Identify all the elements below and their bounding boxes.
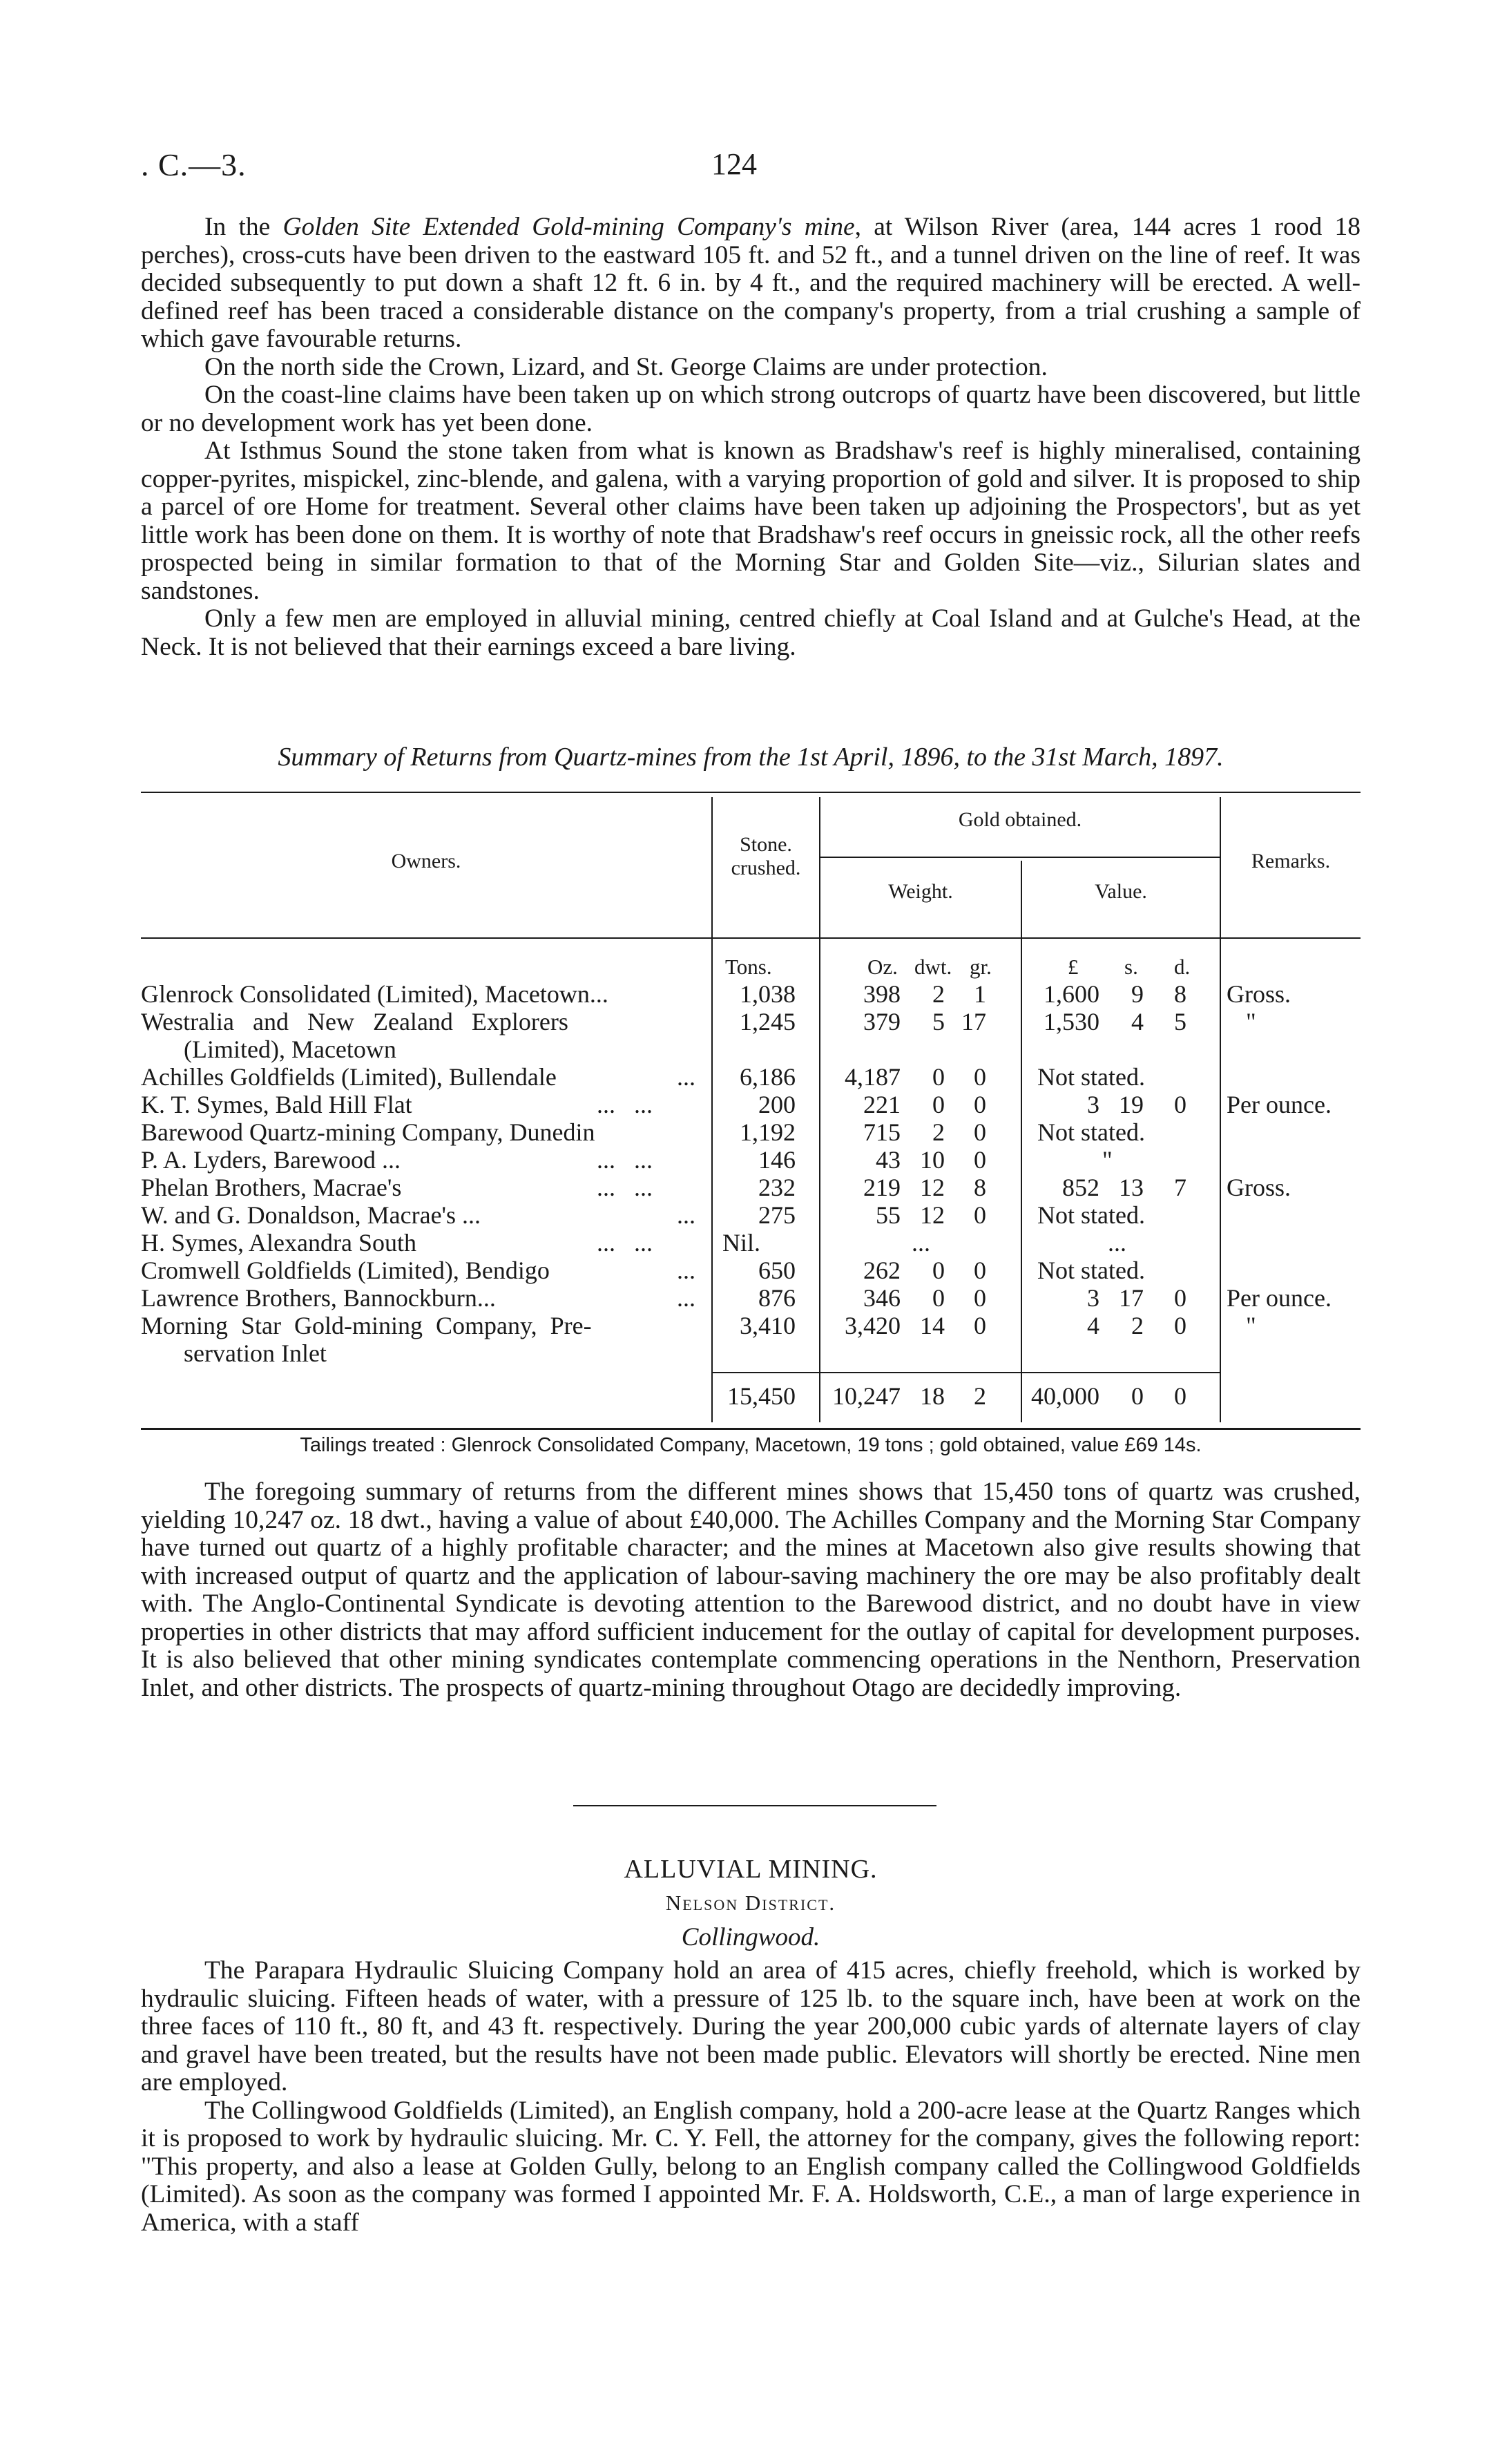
total-tons: 15,450 [727, 1382, 796, 1410]
gr-value: 17 [961, 1008, 986, 1035]
tons-value: 876 [758, 1284, 796, 1312]
leader-dots: ... [677, 1284, 695, 1312]
pound-value: 852 [1062, 1174, 1099, 1201]
tons-value: 1,245 [740, 1008, 796, 1035]
value-text: Not stated. [1037, 1118, 1145, 1146]
weight-header: Weight. [888, 880, 953, 903]
dwt-unit: dwt. [914, 955, 952, 979]
leader-dots: ... ... [597, 1091, 653, 1118]
place-heading: Collingwood. [681, 1923, 820, 1951]
dwt-value: 0 [932, 1063, 945, 1091]
pound-unit: £ [1068, 955, 1079, 979]
value-header: Value. [1095, 880, 1147, 903]
tailings-note: Tailings treated : Glenrock Consolidated Company, Macetown, 19 tons ; gold obtained, value £69 14s. [300, 1434, 1202, 1456]
table-row [141, 1283, 1361, 1311]
table-top-rule [141, 792, 1361, 793]
oz-value: 346 [863, 1284, 901, 1312]
owner-name: W. and G. Donaldson, Macrae's ... [141, 1201, 481, 1229]
alluvial-section [141, 1957, 1361, 2237]
table-bottom-rule [141, 1428, 1361, 1430]
gr-value: 0 [974, 1063, 986, 1091]
tons-value: 1,192 [740, 1118, 796, 1146]
intro-section [141, 213, 1361, 661]
section-divider [573, 1805, 936, 1806]
owner-name: Morning Star Gold-mining Company, Pre- [141, 1312, 592, 1339]
pence-value: 0 [1174, 1312, 1186, 1339]
total-shilling: 0 [1131, 1382, 1144, 1410]
gr-value: 1 [974, 980, 986, 1008]
remarks-value: Gross. [1227, 980, 1291, 1008]
owner-name: P. A. Lyders, Barewood ... [141, 1146, 401, 1174]
tons-value: 275 [758, 1201, 796, 1229]
tons-value: Nil. [722, 1229, 761, 1257]
table-row [141, 1090, 1361, 1118]
totals-row [141, 1382, 1361, 1409]
foregoing-paragraph: The foregoing summary of returns from the different mines shows that 15,450 tons of quartz was crushed, yielding 10,247 oz. 18 dwt., having a value of about £40,000. The Achilles Company and the Morning Star Company have turned out quartz of a highly profitable character; and the mines at Macetown also give results showing that with increased output of quartz and the application of labour-saving machinery the ore may be also profitably dealt with. The Anglo-Continental Syndicate is devoting attention to the Barewood district, and no doubt have in view properties in other districts that may afford sufficient inducement for the outlay of capital for development purposes. It is also believed that other mining syndicates contemplate commencing operations in the Nenthorn, Preservation Inlet, and other districts. The prospects of quartz-mining throughout Otago are decidedly improving. [141, 1478, 1361, 1702]
table-row [141, 980, 1361, 1007]
pound-value: 1,600 [1044, 980, 1099, 1008]
stone-header-line-1: Stone. [740, 833, 792, 856]
table-row [141, 1062, 1361, 1090]
dwt-value: 0 [932, 1091, 945, 1118]
intro-paragraph-5: Only a few men are employed in alluvial mining, centred chiefly at Coal Island and at Gulche's Head, at the Neck. It is not believed that their earnings exceed a bare living. [141, 604, 1361, 661]
dwt-value: 10 [920, 1146, 945, 1174]
pound-value: 1,530 [1044, 1008, 1099, 1035]
tons-value: 146 [758, 1146, 796, 1174]
gold-obtained-header: Gold obtained. [958, 808, 1082, 831]
dwt-value: 12 [920, 1201, 945, 1229]
leader-dots: ... ... [597, 1229, 653, 1257]
oz-value: 398 [863, 980, 901, 1008]
leader-dots: ... [677, 1201, 695, 1229]
dwt-value: 14 [920, 1312, 945, 1339]
pence-value: 0 [1174, 1284, 1186, 1312]
pound-value: 3 [1087, 1284, 1099, 1312]
leader-dots: ... ... [597, 1146, 653, 1174]
leader-dots: ... [677, 1063, 695, 1091]
table-row-continuation [141, 1339, 1361, 1366]
owner-name: Westralia and New Zealand Explorers [141, 1008, 568, 1035]
leader-dots: ... [677, 1257, 695, 1284]
total-pound: 40,000 [1031, 1382, 1099, 1410]
owner-name: Barewood Quartz-mining Company, Dunedin [141, 1118, 595, 1146]
shilling-unit: s. [1124, 955, 1138, 979]
gr-value: 0 [974, 1118, 986, 1146]
gr-value: 0 [974, 1257, 986, 1284]
owners-header: Owners. [391, 850, 461, 872]
gr-unit: gr. [970, 955, 992, 979]
dwt-value: 0 [932, 1257, 945, 1284]
table-row [141, 1256, 1361, 1283]
stone-header-line-2: crushed. [731, 857, 801, 879]
alluvial-heading: ALLUVIAL MINING. [624, 1855, 878, 1884]
totals-rule [713, 1372, 1220, 1373]
table-row [141, 1201, 1361, 1228]
shilling-value: 9 [1131, 980, 1144, 1008]
gr-value: 0 [974, 1091, 986, 1118]
total-oz: 10,247 [832, 1382, 901, 1410]
value-ditto: " [1102, 1146, 1113, 1174]
remarks-ditto: " [1246, 1008, 1256, 1035]
intro-paragraph-2: On the north side the Crown, Lizard, and St. George Claims are under protection. [204, 352, 1048, 381]
gr-value: 0 [974, 1201, 986, 1229]
table-row [141, 1007, 1361, 1035]
table-row [141, 1145, 1361, 1173]
owner-name-continued: servation Inlet [184, 1339, 327, 1367]
oz-placeholder: ... [912, 1229, 930, 1257]
value-text: Not stated. [1037, 1063, 1145, 1091]
gr-value: 0 [974, 1146, 986, 1174]
owner-name: Glenrock Consolidated (Limited), Macetown... [141, 980, 608, 1008]
summary-title: Summary of Returns from Quartz-mines from the 1st April, 1896, to the 31st March, 1897. [278, 743, 1224, 772]
table-row-continuation [141, 1035, 1361, 1062]
alluvial-paragraph-2: The Collingwood Goldfields (Limited), an English company, hold a 200-acre lease at the Quartz Ranges which it is proposed to work by hydraulic sluicing. Mr. C. Y. Fell, the attorney for the company, gives the following report: "This property, and also a lease at Golden Gully, belong to an English company called the Collingwood Goldfields (Limited). As soon as the company was formed I appointed Mr. F. A. Holdsworth, C.E., a man of large experience in America, with a staff [141, 2096, 1361, 2237]
owner-name: H. Symes, Alexandra South [141, 1229, 416, 1257]
value-text: Not stated. [1037, 1201, 1145, 1229]
tons-unit: Tons. [725, 955, 772, 979]
tons-value: 3,410 [740, 1312, 796, 1339]
table-row [141, 1228, 1361, 1256]
oz-value: 4,187 [845, 1063, 901, 1091]
intro-paragraph-3: On the coast-line claims have been taken up on which strong outcrops of quartz have been discovered, but little or no development work has yet been done. [141, 381, 1361, 437]
header-bottom-rule [141, 937, 1361, 939]
owner-name: Lawrence Brothers, Bannockburn... [141, 1284, 496, 1312]
oz-value: 219 [863, 1174, 901, 1201]
pence-value: 0 [1174, 1091, 1186, 1118]
oz-unit: Oz. [867, 955, 898, 979]
shilling-value: 2 [1131, 1312, 1144, 1339]
remarks-value: Gross. [1227, 1174, 1291, 1201]
oz-value: 379 [863, 1008, 901, 1035]
tons-value: 232 [758, 1174, 796, 1201]
remarks-ditto: " [1246, 1312, 1256, 1339]
document-reference: . C.—3. [141, 147, 247, 182]
remarks-value: Per ounce. [1227, 1091, 1332, 1118]
owner-name: K. T. Symes, Bald Hill Flat [141, 1091, 412, 1118]
foregoing-section [141, 1478, 1361, 1702]
table-row [141, 1311, 1361, 1339]
tons-value: 1,038 [740, 980, 796, 1008]
owner-name: Cromwell Goldfields (Limited), Bendigo [141, 1257, 550, 1284]
pence-value: 5 [1174, 1008, 1186, 1035]
value-placeholder: ... [1108, 1229, 1126, 1257]
owner-name: Achilles Goldfields (Limited), Bullendale [141, 1063, 557, 1091]
pence-value: 8 [1174, 980, 1186, 1008]
value-text: Not stated. [1037, 1257, 1145, 1284]
owner-name-continued: (Limited), Macetown [184, 1035, 396, 1063]
oz-value: 3,420 [845, 1312, 901, 1339]
shilling-value: 4 [1131, 1008, 1144, 1035]
pence-unit: d. [1174, 955, 1191, 979]
dwt-value: 0 [932, 1284, 945, 1312]
owner-name: Phelan Brothers, Macrae's [141, 1174, 402, 1201]
district-heading: Nelson District. [665, 1891, 836, 1915]
oz-value: 43 [876, 1146, 901, 1174]
table-row [141, 1173, 1361, 1201]
total-dwt: 18 [920, 1382, 945, 1410]
dwt-value: 12 [920, 1174, 945, 1201]
gr-value: 0 [974, 1312, 986, 1339]
returns-table [141, 792, 1361, 1430]
dwt-value: 2 [932, 980, 945, 1008]
shilling-value: 17 [1119, 1284, 1144, 1312]
remarks-value: Per ounce. [1227, 1284, 1332, 1312]
pound-value: 4 [1087, 1312, 1099, 1339]
gr-value: 8 [974, 1174, 986, 1201]
oz-value: 55 [876, 1201, 901, 1229]
tons-value: 6,186 [740, 1063, 796, 1091]
dwt-value: 2 [932, 1118, 945, 1146]
dwt-value: 5 [932, 1008, 945, 1035]
gr-value: 0 [974, 1284, 986, 1312]
intro-paragraph-1: In the Golden Site Extended Gold-mining Company's mine, at Wilson River (area, 144 acres 1 rood 18 perches), cross-cuts have been driven to the eastward 105 ft. and 52 ft., and a tunnel driven on the line of reef. It was decided subsequently to put down a shaft 12 ft. 6 in. by 4 ft., and the required machinery will be erected. A well-defined reef has been traced a considerable distance on the company's property, from a trial crushing a sample of which gave favourable returns. [141, 213, 1361, 353]
tons-value: 650 [758, 1257, 796, 1284]
intro-paragraph-4: At Isthmus Sound the stone taken from what is known as Bradshaw's reef is highly mineralised, containing copper-pyrites, mispickel, zinc-blende, and galena, with a varying proportion of gold and silver. It is proposed to ship a parcel of ore Home for treatment. Several other claims have been taken up adjoining the Prospectors', but as yet little work has been done on them. It is worthy of note that Bradshaw's reef occurs in gneissic rock, all the other reefs prospected being in similar formation to that of the Morning Star and Golden Site—viz., Silurian slates and sandstones. [141, 437, 1361, 605]
pence-value: 7 [1174, 1174, 1186, 1201]
table-row [141, 1118, 1361, 1145]
oz-value: 262 [863, 1257, 901, 1284]
gold-subheader-rule [820, 857, 1221, 858]
pound-value: 3 [1087, 1091, 1099, 1118]
leader-dots: ... ... [597, 1174, 653, 1201]
company-name: Golden Site Extended Gold-mining Company's mine [282, 213, 855, 241]
total-pence: 0 [1174, 1382, 1186, 1410]
oz-value: 715 [863, 1118, 901, 1146]
total-gr: 2 [974, 1382, 986, 1410]
alluvial-paragraph-1: The Parapara Hydraulic Sluicing Company hold an area of 415 acres, chiefly freehold, which is worked by hydraulic sluicing. Fifteen heads of water, with a pressure of 125 lb. to the square inch, have been at work on the three faces of 110 ft., 80 ft, and 43 ft. respectively. During the year 200,000 cubic yards of alternate layers of clay and gravel have been treated, but the results have not been made public. Elevators will shortly be erected. Nine men are employed. [141, 1956, 1361, 2097]
remarks-header: Remarks. [1251, 850, 1331, 872]
shilling-value: 13 [1119, 1174, 1144, 1201]
tons-value: 200 [758, 1091, 796, 1118]
shilling-value: 19 [1119, 1091, 1144, 1118]
page-number: 124 [711, 147, 757, 181]
oz-value: 221 [863, 1091, 901, 1118]
